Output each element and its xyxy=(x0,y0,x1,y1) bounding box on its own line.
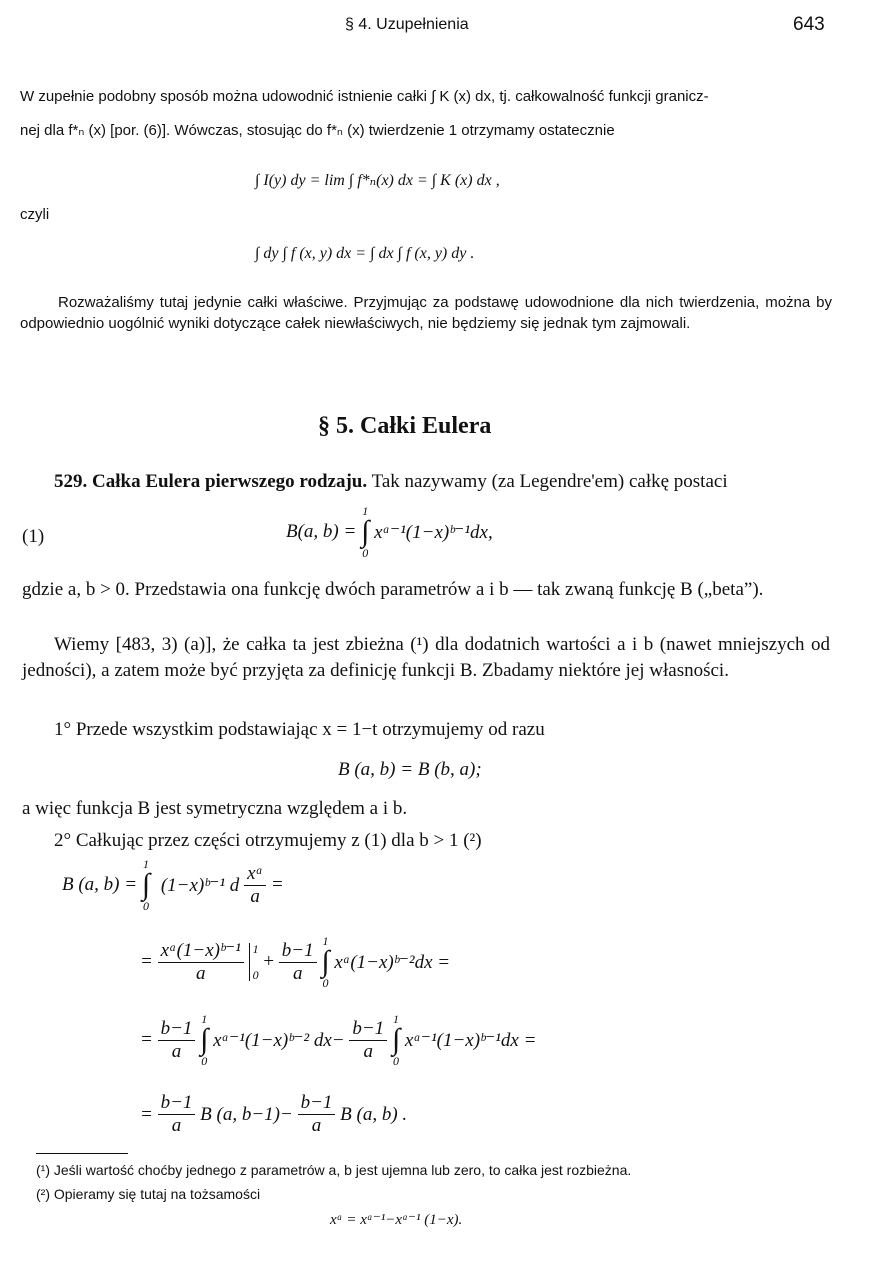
fraction xyxy=(158,1018,196,1063)
integral-lower-limit: 0 xyxy=(322,976,329,990)
fraction-denominator: a xyxy=(244,885,266,908)
integral-sign: 1 ∫ 0 xyxy=(141,857,151,913)
integral-upper-limit: 1 xyxy=(393,1012,400,1026)
paragraph-integration-by-parts: 2° Całkując przez części otrzymujemy z (1) dla b > 1 (²) xyxy=(54,830,482,851)
item-title: Całka Eulera pierwszego rodzaju. xyxy=(92,471,368,492)
derivation-term: B (a, b−1)− xyxy=(200,1103,293,1125)
fraction xyxy=(349,1018,387,1063)
integral-sign: 1 ∫ 0 xyxy=(391,1012,401,1068)
fraction-denominator: a xyxy=(158,1040,196,1063)
equation-iterated-integrals: ∫ dy ∫ f (x, y) dx = ∫ dx ∫ f (x, y) dy . xyxy=(255,245,475,262)
beta-integrand: xᵃ⁻¹(1−x)ᵇ⁻¹dx, xyxy=(374,521,493,543)
integral-sign: 1 ∫ 0 xyxy=(361,504,370,560)
plus-sign: + xyxy=(263,951,275,972)
integral-lower-limit: 0 xyxy=(362,546,369,560)
equals-sign: = xyxy=(270,874,284,895)
section-heading: § 5. Całki Eulera xyxy=(318,413,492,439)
derivation-integrand: (1−x)ᵇ⁻¹ d xyxy=(160,874,240,896)
fraction xyxy=(244,863,266,908)
item-529-heading xyxy=(54,471,728,493)
fraction-numerator: b−1 xyxy=(281,939,314,961)
integral-upper-limit: 1 xyxy=(201,1012,208,1026)
fraction-denominator: a xyxy=(349,1040,387,1063)
derivation-line-2 xyxy=(140,935,450,989)
fraction xyxy=(158,939,244,985)
fraction-numerator: b−1 xyxy=(160,1017,193,1039)
integral-upper-limit: 1 xyxy=(322,934,329,948)
item-text: Tak nazywamy (za Legendre'em) całkę postaci xyxy=(371,471,728,492)
beta-definition-equation xyxy=(286,505,493,559)
equals-sign: = xyxy=(140,1103,153,1125)
derivation-integrand: xᵃ(1−x)ᵇ⁻²dx = xyxy=(334,951,451,973)
fraction-numerator: xᵃ(1−x)ᵇ⁻¹ xyxy=(160,940,241,961)
fraction-denominator: a xyxy=(158,962,244,985)
fraction-numerator: xᵃ xyxy=(247,862,264,884)
derivation-line-1 xyxy=(62,858,284,912)
footnote-rule xyxy=(36,1153,128,1154)
integral-lower-limit: 0 xyxy=(142,899,149,913)
paragraph-substitution: 1° Przede wszystkim podstawiając x = 1−t otrzymujemy od razu xyxy=(54,719,545,740)
derivation-integrand: xᵃ⁻¹(1−x)ᵇ⁻¹dx = xyxy=(404,1029,537,1051)
czyli-label: czyli xyxy=(20,206,50,223)
derivation-term: B (a, b) . xyxy=(340,1103,408,1125)
integral-sign: 1 ∫ 0 xyxy=(200,1012,209,1068)
derivation-line-4 xyxy=(140,1092,407,1137)
integral-lower-limit: 0 xyxy=(201,1054,208,1068)
fraction-denominator: a xyxy=(298,1114,336,1137)
fraction-numerator: b−1 xyxy=(300,1092,333,1113)
derivation-line-3 xyxy=(140,1013,536,1067)
derivation-integrand: xᵃ⁻¹(1−x)ᵇ⁻² dx− xyxy=(213,1029,345,1051)
paragraph-convergence: Wiemy [483, 3) (a)], że całka ta jest zbieżna (¹) dla dodatnich wartości a i b (nawet mniejszych od jedności), a zatem może być przyjęta za definicję funkcji B. Zbadamy niektóre jej własności. xyxy=(22,634,830,681)
derivation-lhs: B (a, b) = xyxy=(62,874,138,895)
evaluation-bar xyxy=(249,943,259,981)
paragraph-definition: gdzie a, b > 0. Przedstawia ona funkcję dwóch parametrów a i b — tak zwaną funkcję B („beta”). xyxy=(22,579,764,600)
equals-sign: = xyxy=(140,951,153,972)
integral-upper-limit: 1 xyxy=(142,857,149,871)
symmetry-equation: B (a, b) = B (b, a); xyxy=(338,759,482,780)
remark-paragraph: Rozważaliśmy tutaj jedynie całki właściwe. Przyjmując za podstawę udowodnione dla nich twierdzenia, można by odpowiednio uogólnić wyniki dotyczące całek niewłaściwych, nie będziemy się jednak tym zajmowali. xyxy=(20,294,832,332)
page-number: 643 xyxy=(793,14,825,35)
beta-lhs: B(a, b) = xyxy=(286,521,357,542)
fraction xyxy=(279,940,317,985)
footnote-2-identity: xᵃ = xᵃ⁻¹−xᵃ⁻¹ (1−x). xyxy=(330,1212,463,1228)
integral-upper-limit: 1 xyxy=(362,504,369,518)
paragraph-symmetric: a więc funkcja B jest symetryczna względem a i b. xyxy=(22,798,408,819)
item-number: 529. xyxy=(54,471,88,492)
fraction-denominator: a xyxy=(279,962,317,985)
running-header: § 4. Uzupełnienia xyxy=(345,16,469,33)
integral-lower-limit: 0 xyxy=(393,1054,400,1068)
fraction-numerator: b−1 xyxy=(160,1092,193,1113)
fraction-numerator: b−1 xyxy=(352,1017,385,1039)
bar-upper-limit: 1 xyxy=(252,942,259,956)
intro-line-2: nej dla f*ₙ (x) [por. (6)]. Wówczas, stosując do f*ₙ (x) twierdzenie 1 otrzymamy ostatecznie xyxy=(20,122,615,139)
fraction-denominator: a xyxy=(158,1114,196,1137)
equals-sign: = xyxy=(140,1029,153,1050)
fraction xyxy=(298,1092,336,1137)
intro-line-1: W zupełnie podobny sposób można udowodnić istnienie całki ∫ K (x) dx, tj. całkowalność funkcji granicz- xyxy=(20,88,709,105)
footnote-2: (²) Opieramy się tutaj na tożsamości xyxy=(36,1186,261,1202)
footnote-1: (¹) Jeśli wartość choćby jednego z parametrów a, b jest ujemna lub zero, to całka jest rozbieżna. xyxy=(36,1162,632,1178)
bar-lower-limit: 0 xyxy=(252,968,259,982)
equation-limit-integral: ∫ I(y) dy = lim ∫ f*ₙ(x) dx = ∫ K (x) dx , xyxy=(255,172,500,189)
integral-sign: 1 ∫ 0 xyxy=(321,934,330,990)
fraction xyxy=(158,1092,196,1137)
equation-label-1: (1) xyxy=(22,526,45,547)
